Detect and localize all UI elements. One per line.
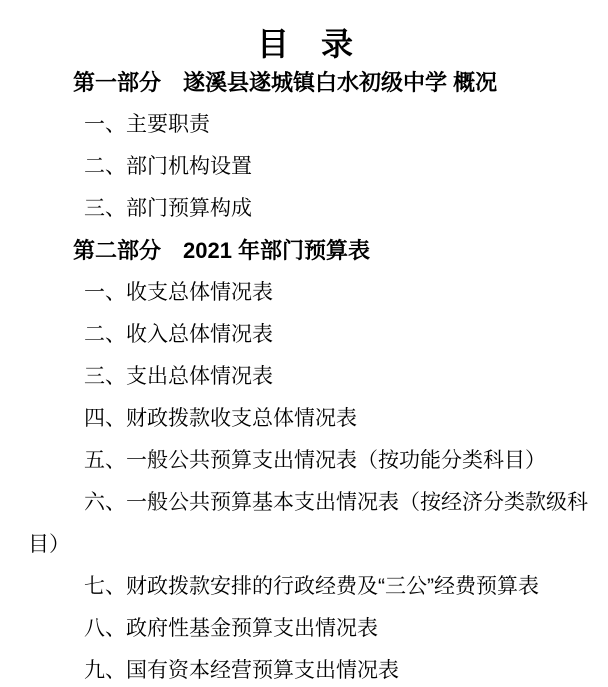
toc-item: 五、一般公共预算支出情况表（按功能分类科目） (84, 449, 546, 472)
toc-title: 目 录 (256, 26, 353, 62)
toc-item: 二、部门机构设置 (84, 155, 252, 178)
toc-item: 四、财政拨款收支总体情况表 (84, 407, 357, 430)
toc-item: 二、收入总体情况表 (84, 323, 273, 346)
toc-item: 一、主要职责 (84, 113, 210, 136)
toc-item: 九、国有资本经营预算支出情况表 (84, 659, 399, 682)
toc-item: 一、收支总体情况表 (84, 281, 273, 304)
toc-section-heading-part1: 第一部分 遂溪县遂城镇白水初级中学 概况 (73, 70, 498, 95)
toc-item: 八、政府性基金预算支出情况表 (84, 617, 378, 640)
toc-item: 三、支出总体情况表 (84, 365, 273, 388)
toc-item: 三、部门预算构成 (84, 197, 252, 220)
toc-section-heading-part2: 第二部分 2021 年部门预算表 (73, 238, 371, 263)
toc-item: 六、一般公共预算基本支出情况表（按经济分类款级科 (84, 491, 588, 514)
toc-item: 七、财政拨款安排的行政经费及“三公”经费预算表 (84, 575, 539, 598)
toc-list (28, 62, 588, 687)
toc-item-continuation: 目） (28, 533, 70, 556)
